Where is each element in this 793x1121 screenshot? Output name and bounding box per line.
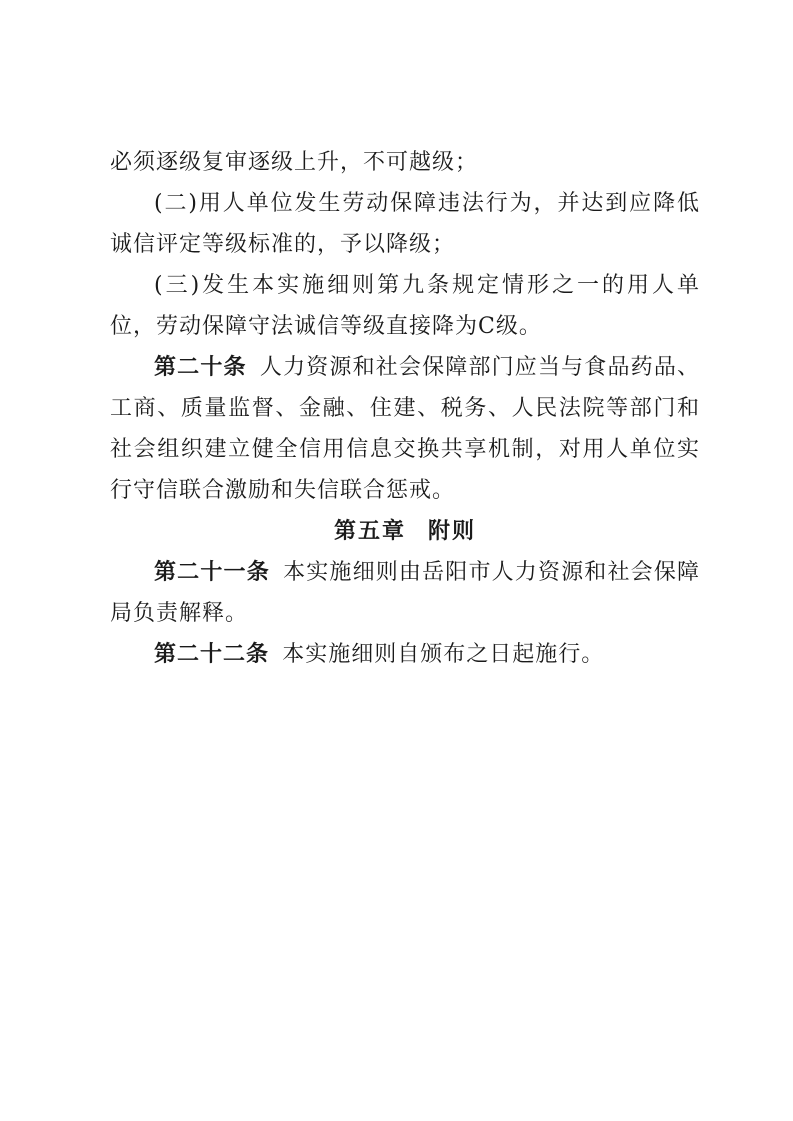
chapter-number: 第五章: [333, 519, 406, 544]
chapter-title: [110, 511, 700, 552]
paragraph-text: (三)发生本实施细则第九条规定情形之一的用人单位，劳动保障守法诚信等级直接降为C级。: [110, 273, 700, 339]
article-text: 人力资源和社会保障部门应当与食品药品、工商、质量监督、金融、住建、税务、人民法院等部门和社会组织建立健全信用信息交换共享机制，对用人单位实行守信联合激励和失信联合惩戒。: [110, 355, 700, 503]
article-20: [110, 347, 700, 511]
article-heading: 第二十条: [154, 355, 247, 380]
article-text: 本实施细则由岳阳市人力资源和社会保障局负责解释。: [110, 560, 700, 626]
article-22: [110, 634, 700, 675]
article-text: 本实施细则自颁布之日起施行。: [282, 642, 605, 667]
document-body: [110, 142, 700, 675]
article-heading: 第二十一条: [154, 560, 270, 585]
paragraph-text: (二)用人单位发生劳动保障违法行为，并达到应降低诚信评定等级标准的，予以降级；: [110, 191, 700, 257]
paragraph-item-3: [110, 265, 700, 347]
paragraph-item-2: [110, 183, 700, 265]
chapter-name: 附则: [428, 519, 477, 544]
article-heading: 第二十二条: [154, 642, 270, 667]
paragraph-continuation: [110, 142, 700, 183]
article-21: [110, 552, 700, 634]
paragraph-text: 必须逐级复审逐级上升，不可越级；: [110, 150, 479, 175]
